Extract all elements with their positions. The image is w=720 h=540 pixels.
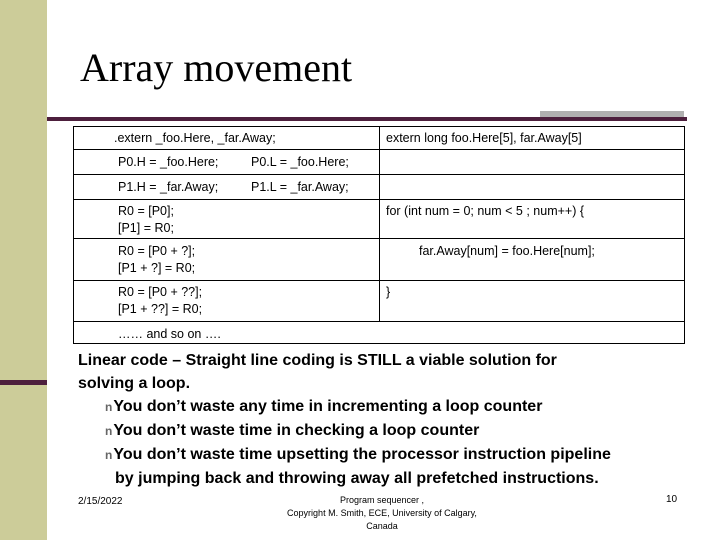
- body-line1: Linear code – Straight line coding is STILL a viable solution for: [78, 352, 557, 369]
- footer-date: 2/15/2022: [78, 496, 123, 507]
- code-row3-right: for (int num = 0; num < 5 ; num++) {: [386, 204, 585, 218]
- footer-line1: Program sequencer ,: [339, 495, 425, 505]
- bullet-marker: n: [105, 448, 113, 462]
- left-accent-bar: [0, 0, 47, 540]
- body-text: [78, 349, 688, 490]
- bullet-text: You don’t waste time in checking a loop counter: [113, 422, 480, 439]
- code-header-right: extern long foo.Here[5], far.Away[5]: [386, 131, 582, 145]
- slide-title: Array movement: [80, 45, 353, 90]
- code-row4-line1: R0 = [P0 + ?];: [118, 244, 196, 258]
- code-header-left: .extern _foo.Here, _far.Away;: [114, 131, 276, 145]
- code-row1-b: P0.L = _foo.Here;: [251, 155, 349, 169]
- bullet-text: You don’t waste any time in incrementing a loop counter: [113, 398, 543, 415]
- code-row6: …… and so on ….: [118, 327, 221, 341]
- bullet-continuation: by jumping back and throwing away all prefetched instructions.: [115, 470, 599, 487]
- code-row5-line2: [P1 + ??] = R0;: [118, 302, 203, 316]
- bullet-item: [78, 419, 688, 443]
- code-row5-right: }: [386, 285, 391, 299]
- bullet-marker: n: [105, 400, 113, 414]
- footer-line3: Canada: [366, 521, 398, 531]
- bullet-text: You don’t waste time upsetting the processor instruction pipeline: [113, 446, 611, 463]
- code-row2-b: P1.L = _far.Away;: [251, 180, 349, 194]
- page-number: 10: [666, 494, 678, 505]
- bullet-item: [78, 395, 688, 419]
- table-divider: [74, 321, 684, 322]
- code-row4-line2: [P1 + ?] = R0;: [118, 261, 196, 275]
- code-row4-right: far.Away[num] = foo.Here[num];: [419, 244, 595, 258]
- code-row5-line1: R0 = [P0 + ??];: [118, 285, 203, 299]
- footer-copyright: [262, 494, 502, 533]
- table-column-divider: [379, 127, 380, 321]
- title-underline: [47, 117, 687, 121]
- code-table: [73, 126, 685, 344]
- code-row1-a: P0.H = _foo.Here;: [118, 155, 219, 169]
- body-line2: solving a loop.: [78, 375, 191, 392]
- bullet-item: [78, 443, 688, 467]
- bullet-marker: n: [105, 424, 113, 438]
- code-row3-line1: R0 = [P0];: [118, 204, 174, 218]
- code-row2-a: P1.H = _far.Away;: [118, 180, 219, 194]
- footer-line2: Copyright M. Smith, ECE, University of Calgary,: [287, 508, 477, 518]
- left-accent-stripe: [0, 380, 47, 385]
- code-row3-line2: [P1] = R0;: [118, 221, 174, 235]
